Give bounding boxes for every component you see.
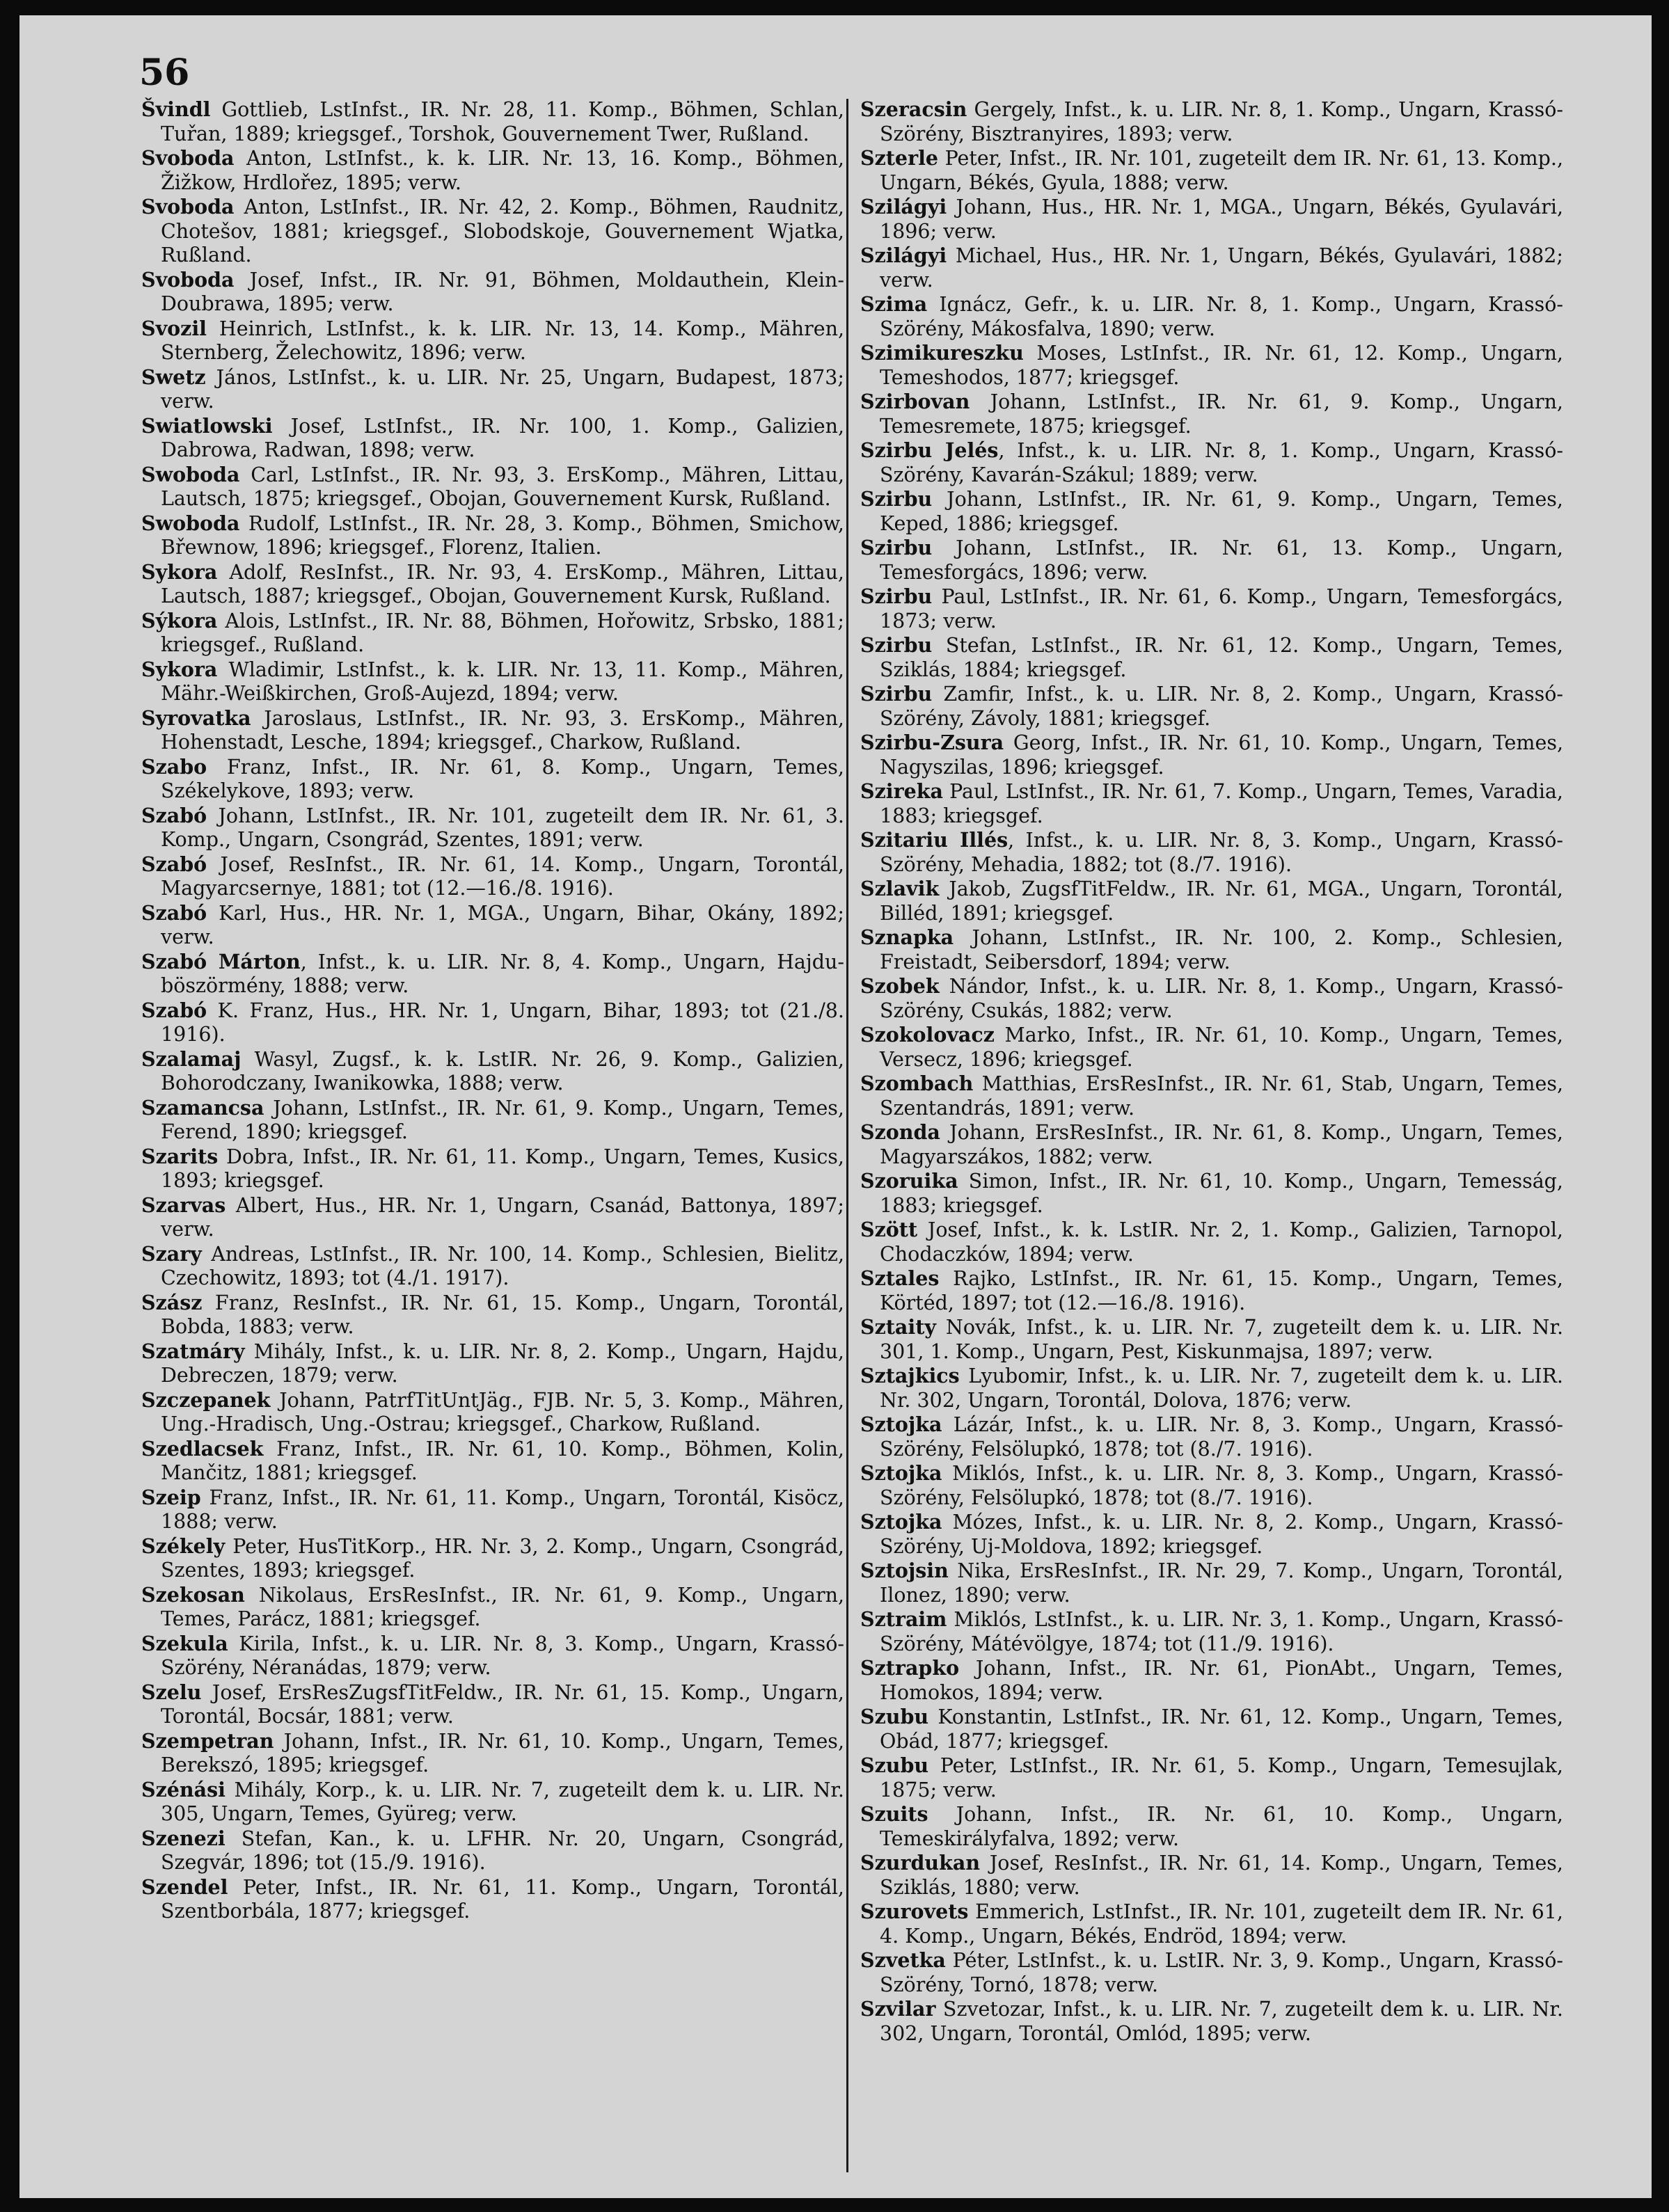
register-entry (860, 633, 1563, 682)
entry-details: Gottlieb, LstInfst., IR. Nr. 28, 11. Komp., Böhmen, Schlan, Tuřan, 1889; kriegsgef., Torshok, Gouvernement Twer, Rußland. (161, 98, 844, 145)
entry-details: Georg, Infst., IR. Nr. 61, 10. Komp., Ungarn, Temes, Nagyszilas, 1896; kriegsgef. (880, 731, 1563, 779)
register-entry (141, 1534, 844, 1583)
register-entry (141, 1778, 844, 1827)
entry-details: Franz, ResInfst., IR. Nr. 61, 15. Komp., Ungarn, Torontál, Bobda, 1883; verw. (161, 1291, 844, 1338)
register-entry (141, 1729, 844, 1778)
column-divider (846, 99, 848, 2172)
entry-surname: Szirbovan (860, 390, 970, 413)
entry-details: Konstantin, LstInfst., IR. Nr. 61, 12. Komp., Ungarn, Temes, Obád, 1877; kriegsgef. (880, 1705, 1563, 1753)
entry-surname: Szterle (860, 146, 939, 170)
register-entry (860, 1656, 1563, 1705)
entry-surname: Szilágyi (860, 195, 947, 218)
register-entry (860, 584, 1563, 633)
entry-details: Johann, LstInfst., IR. Nr. 100, 2. Komp., Schlesien, Freistadt, Seibersdorf, 1894; verw. (880, 926, 1563, 973)
entry-surname: Szary (141, 1241, 202, 1266)
register-entry (141, 1096, 844, 1145)
entry-details: Johann, LstInfst., IR. Nr. 101, zugeteilt dem IR. Nr. 61, 3. Komp., Ungarn, Csongrád, Szentes, 1891; verw. (161, 804, 844, 851)
document-page (19, 15, 1652, 2198)
register-entry (141, 463, 844, 511)
register-entry (141, 1291, 844, 1339)
register-entry (141, 1583, 844, 1632)
entry-surname: Szamancsa (141, 1095, 264, 1120)
entry-surname: Szurovets (860, 1900, 969, 1923)
register-entry (860, 292, 1563, 341)
entry-surname: Sztaity (860, 1315, 936, 1339)
entry-surname: Szász (141, 1290, 203, 1314)
register-entry (141, 1242, 844, 1291)
register-entry (860, 1120, 1563, 1169)
entry-surname: Švindl (141, 97, 211, 121)
entry-details: , Infst., k. u. LIR. Nr. 8, 4. Komp., Ungarn, Hajdu-böszörmény, 1888; verw. (161, 950, 844, 997)
entry-surname: Sykora (141, 657, 218, 681)
entry-details: Rudolf, LstInfst., IR. Nr. 28, 3. Komp., Böhmen, Smichow, Břewnow, 1896; kriegsgef., Florenz, Italien. (161, 511, 844, 559)
entry-details: Peter, Infst., IR. Nr. 101, zugeteilt dem IR. Nr. 61, 13. Komp., Ungarn, Békés, Gyula, 1888; verw. (880, 147, 1563, 194)
entry-details: Josef, ResInfst., IR. Nr. 61, 14. Komp., Ungarn, Torontál, Magyarcsernye, 1881; tot (12.—16./8. 1916). (161, 852, 844, 900)
register-entry (860, 195, 1563, 244)
entry-surname: Szirbu (860, 682, 933, 706)
entry-details: Adolf, ResInfst., IR. Nr. 93, 4. ErsKomp., Mähren, Littau, Lautsch, 1887; kriegsgef., Obojan, Gouvernement Kursk, Rußland. (161, 560, 844, 607)
entry-surname: Székely (141, 1534, 226, 1558)
entry-surname: Szekosan (141, 1582, 245, 1607)
entry-surname: Sztojsin (860, 1559, 949, 1582)
register-entry (860, 1753, 1563, 1802)
entry-details: Johann, PatrfTitUntJäg., FJB. Nr. 5, 3. Komp., Mähren, Ung.-Hradisch, Ung.-Ostrau; kriegsgef., Charkow, Rußland. (161, 1388, 844, 1435)
entry-surname: Szilágyi (860, 244, 947, 267)
register-entry (860, 1072, 1563, 1120)
register-entry (860, 1948, 1563, 1997)
entry-details: Mózes, Infst., k. u. LIR. Nr. 8, 2. Komp., Ungarn, Krassó-Szörény, Uj-Moldova, 1892; kriegsgef. (880, 1511, 1563, 1558)
entry-surname: Szabó (141, 998, 207, 1022)
register-entry (860, 877, 1563, 925)
entry-surname: Swiatlowski (141, 413, 273, 438)
entry-details: Péter, LstInfst., k. u. LstIR. Nr. 3, 9. Komp., Ungarn, Krassó-Szörény, Tornó, 1878; verw. (880, 1949, 1563, 1996)
entry-surname: Szabó Márton (141, 949, 301, 973)
entry-surname: Szabo (141, 754, 207, 779)
entry-surname: Swoboda (141, 511, 240, 535)
register-entry (860, 487, 1563, 536)
entry-details: Stefan, LstInfst., IR. Nr. 61, 12. Komp., Ungarn, Temes, Sziklás, 1884; kriegsgef. (880, 634, 1563, 681)
entry-surname: Szima (860, 292, 928, 316)
entry-surname: Szelu (141, 1680, 202, 1704)
register-entry (860, 682, 1563, 731)
register-entry (860, 438, 1563, 487)
register-entry (860, 974, 1563, 1023)
register-entry (860, 1705, 1563, 1753)
register-entry (141, 1875, 844, 1924)
register-entry (860, 779, 1563, 828)
entry-details: Josef, ErsResZugsfTitFeldw., IR. Nr. 61, 15. Komp., Ungarn, Torontál, Bocsár, 1881; verw. (161, 1680, 844, 1728)
entry-surname: Szénási (141, 1777, 226, 1801)
entry-surname: Szarvas (141, 1193, 226, 1217)
entry-surname: Szokolovacz (860, 1023, 995, 1047)
register-entry (141, 950, 844, 998)
entry-details: Johann, LstInfst., IR. Nr. 61, 13. Komp., Ungarn, Temesforgács, 1896; verw. (880, 536, 1563, 584)
left-column (141, 97, 844, 2178)
entry-details: Josef, ResInfst., IR. Nr. 61, 14. Komp., Ungarn, Temes, Sziklás, 1880; verw. (880, 1852, 1563, 1899)
register-entry (141, 901, 844, 950)
entry-details: , Infst., k. u. LIR. Nr. 8, 1. Komp., Ungarn, Krassó-Szörény, Kavarán-Szákul; 1889; verw. (880, 439, 1563, 486)
register-entry (141, 146, 844, 195)
entry-details: Nika, ErsResInfst., IR. Nr. 29, 7. Komp., Ungarn, Torontál, Ilonez, 1890; verw. (880, 1559, 1563, 1607)
entry-surname: Swetz (141, 365, 206, 389)
entry-surname: Szobek (860, 974, 940, 998)
register-entry (860, 97, 1563, 146)
entry-surname: Sztraim (860, 1607, 947, 1631)
register-entry (141, 1339, 844, 1388)
register-entry (860, 731, 1563, 779)
register-entry (141, 852, 844, 901)
entry-details: Dobra, Infst., IR. Nr. 61, 11. Komp., Ungarn, Temes, Kusics, 1893; kriegsgef. (161, 1145, 844, 1192)
register-entry (860, 1315, 1563, 1364)
entry-details: Rajko, LstInfst., IR. Nr. 61, 15. Komp., Ungarn, Temes, Körtéd, 1897; tot (12.—16./8. 1916). (880, 1267, 1563, 1314)
entry-surname: Sztrapko (860, 1656, 960, 1680)
entry-details: Paul, LstInfst., IR. Nr. 61, 6. Komp., Ungarn, Temesforgács, 1873; verw. (880, 585, 1563, 632)
entry-details: Josef, LstInfst., IR. Nr. 100, 1. Komp., Galizien, Dabrowa, Radwan, 1898; verw. (161, 414, 844, 461)
entry-details: Karl, Hus., HR. Nr. 1, MGA., Ungarn, Bihar, Okány, 1892; verw. (161, 901, 844, 948)
register-entry (860, 1023, 1563, 1072)
entry-surname: Szarits (141, 1144, 219, 1168)
entry-details: Marko, Infst., IR. Nr. 61, 10. Komp., Ungarn, Temes, Versecz, 1896; kriegsgef. (880, 1024, 1563, 1071)
entry-surname: Szurdukan (860, 1851, 981, 1875)
entry-details: Josef, Infst., k. k. LstIR. Nr. 2, 1. Komp., Galizien, Tarnopol, Chodaczków, 1894; verw. (880, 1218, 1563, 1266)
entry-details: Szvetozar, Infst., k. u. LIR. Nr. 7, zugeteilt dem k. u. LIR. Nr. 302, Ungarn, Torontál, Omlód, 1895; verw. (880, 1998, 1563, 2045)
entry-surname: Szabó (141, 803, 207, 827)
entry-surname: Szitariu Illés (860, 828, 1008, 852)
register-entry (141, 511, 844, 560)
entry-surname: Szlavik (860, 877, 940, 900)
entry-surname: Szekula (141, 1631, 228, 1655)
register-entry (141, 317, 844, 365)
entry-details: Andreas, LstInfst., IR. Nr. 100, 14. Komp., Schlesien, Bielitz, Czechowitz, 1893; tot (4./1. 1917). (161, 1242, 844, 1289)
entry-details: Novák, Infst., k. u. LIR. Nr. 7, zugeteilt dem k. u. LIR. Nr. 301, 1. Komp., Ungarn, Pest, Kiskunmajsa, 1897; verw. (880, 1316, 1563, 1363)
register-entry (860, 1266, 1563, 1315)
right-column (860, 97, 1563, 2178)
entry-details: Alois, LstInfst., IR. Nr. 88, Böhmen, Hořowitz, Srbsko, 1881; kriegsgef., Rußland. (161, 609, 844, 656)
entry-surname: Szombach (860, 1072, 974, 1095)
entry-surname: Szvetka (860, 1948, 946, 1972)
entry-details: Jakob, ZugsfTitFeldw., IR. Nr. 61, MGA., Ungarn, Torontál, Billéd, 1891; kriegsgef. (880, 877, 1563, 925)
register-entry (860, 1461, 1563, 1510)
entry-details: Peter, Infst., IR. Nr. 61, 11. Komp., Ungarn, Torontál, Szentborbála, 1877; kriegsgef. (161, 1875, 844, 1923)
entry-details: , Infst., k. u. LIR. Nr. 8, 3. Komp., Ungarn, Krassó-Szörény, Mehadia, 1882; tot (8./7. 1916). (880, 829, 1563, 876)
register-entry (141, 365, 844, 414)
entry-details: Emmerich, LstInfst., IR. Nr. 101, zugeteilt dem IR. Nr. 61, 4. Komp., Ungarn, Békés, Endröd, 1894; verw. (880, 1900, 1563, 1948)
page-number: 56 (139, 51, 190, 94)
entry-surname: Sznapka (860, 925, 954, 949)
register-entry (860, 536, 1563, 584)
entry-details: Miklós, Infst., k. u. LIR. Nr. 8, 3. Komp., Ungarn, Krassó-Szörény, Felsölupkó, 1878; tot (8./7. 1916). (880, 1462, 1563, 1509)
entry-surname: Szirbu (860, 633, 933, 657)
register-entry (860, 1559, 1563, 1607)
entry-details: Ignácz, Gefr., k. u. LIR. Nr. 8, 1. Komp., Ungarn, Krassó-Szörény, Mákosfalva, 1890; verw. (880, 293, 1563, 340)
register-entry (141, 706, 844, 755)
entry-surname: Szalamaj (141, 1047, 242, 1071)
entry-surname: Szabó (141, 900, 207, 925)
entry-surname: Szubu (860, 1705, 929, 1728)
register-entry (860, 390, 1563, 438)
entry-details: Simon, Infst., IR. Nr. 61, 10. Komp., Ungarn, Temesság, 1883; kriegsgef. (880, 1170, 1563, 1217)
entry-surname: Szeip (141, 1485, 201, 1509)
register-entry (860, 1607, 1563, 1656)
entry-surname: Szabó (141, 852, 207, 876)
entry-details: Gergely, Infst., k. u. LIR. Nr. 8, 1. Komp., Ungarn, Krassó-Szörény, Bisztranyires, 1893; verw. (880, 98, 1563, 145)
entry-surname: Szczepanek (141, 1387, 271, 1412)
register-entry (860, 146, 1563, 195)
register-entry (141, 1145, 844, 1193)
register-entry (860, 1900, 1563, 1948)
entry-surname: Szvilar (860, 1997, 936, 2021)
entry-details: Zamfir, Infst., k. u. LIR. Nr. 8, 2. Komp., Ungarn, Krassó-Szörény, Závoly, 1881; kriegsgef. (880, 683, 1563, 730)
entry-details: Matthias, ErsResInfst., IR. Nr. 61, Stab, Ungarn, Temes, Szentandrás, 1891; verw. (880, 1072, 1563, 1120)
entry-details: Moses, LstInfst., IR. Nr. 61, 12. Komp., Ungarn, Temeshodos, 1877; kriegsgef. (880, 342, 1563, 389)
entry-details: K. Franz, Hus., HR. Nr. 1, Ungarn, Bihar, 1893; tot (21./8. 1916). (161, 998, 844, 1046)
entry-surname: Szirbu Jelés (860, 438, 999, 462)
entry-surname: Szendel (141, 1875, 228, 1899)
entry-surname: Szirbu (860, 487, 933, 511)
entry-surname: Szempetran (141, 1728, 274, 1753)
entry-surname: Szireka (860, 779, 943, 803)
entry-surname: Szött (860, 1218, 918, 1241)
entry-details: Josef, Infst., IR. Nr. 91, Böhmen, Moldauthein, Klein-Doubrawa, 1895; verw. (161, 268, 844, 315)
entry-details: Jaroslaus, LstInfst., IR. Nr. 93, 3. ErsKomp., Mähren, Hohenstadt, Lesche, 1894; kriegsgef., Charkow, Rußland. (161, 706, 844, 754)
entry-details: Johann, LstInfst., IR. Nr. 61, 9. Komp., Ungarn, Temes, Keped, 1886; kriegsgef. (880, 488, 1563, 535)
register-entry (141, 1388, 844, 1437)
entry-surname: Szirbu (860, 584, 933, 608)
entry-details: Peter, HusTitKorp., HR. Nr. 3, 2. Komp., Ungarn, Csongrád, Szentes, 1893; kriegsgef. (161, 1534, 844, 1582)
entry-surname: Szirbu-Zsura (860, 731, 1004, 754)
entry-details: Carl, LstInfst., IR. Nr. 93, 3. ErsKomp., Mähren, Littau, Lautsch, 1875; kriegsgef., Obojan, Gouvernement Kursk, Rußland. (161, 463, 844, 510)
register-entry (141, 268, 844, 317)
register-entry (141, 804, 844, 852)
entry-details: Anton, LstInfst., IR. Nr. 42, 2. Komp., Böhmen, Raudnitz, Chotešov, 1881; kriegsgef., Slobodskoje, Gouvernement Wjatka, Rußland. (161, 196, 844, 266)
register-entry (141, 1680, 844, 1729)
entry-details: Anton, LstInfst., k. k. LIR. Nr. 13, 16. Komp., Böhmen, Žižkow, Hrdlořez, 1895; verw. (161, 147, 844, 194)
entry-surname: Svoboda (141, 195, 235, 218)
register-entry (141, 560, 844, 609)
entry-details: Nándor, Infst., k. u. LIR. Nr. 8, 1. Komp., Ungarn, Krassó-Szörény, Csukás, 1882; verw. (880, 975, 1563, 1022)
entry-details: Kirila, Infst., k. u. LIR. Nr. 8, 3. Komp., Ungarn, Krassó-Szörény, Néranádas, 1879; verw. (161, 1632, 844, 1679)
register-entry (860, 1218, 1563, 1266)
entry-surname: Svoboda (141, 146, 235, 170)
entry-details: Johann, Infst., IR. Nr. 61, 10. Komp., Ungarn, Temeskirályfalva, 1892; verw. (880, 1803, 1563, 1850)
entry-details: Wladimir, LstInfst., k. k. LIR. Nr. 13, 11. Komp., Mähren, Mähr.-Weißkirchen, Groß-Aujezd, 1894; verw. (161, 658, 844, 705)
entry-details: Nikolaus, ErsResInfst., IR. Nr. 61, 9. Komp., Ungarn, Temes, Parácz, 1881; kriegsgef. (161, 1583, 844, 1630)
register-entry (141, 1193, 844, 1242)
register-entry (141, 658, 844, 706)
register-entry (860, 828, 1563, 877)
entry-details: Johann, Infst., IR. Nr. 61, 10. Komp., Ungarn, Temes, Berekszó, 1895; kriegsgef. (161, 1729, 844, 1776)
register-entry (860, 1997, 1563, 2046)
entry-details: Franz, Infst., IR. Nr. 61, 10. Komp., Böhmen, Kolin, Mančitz, 1881; kriegsgef. (161, 1437, 844, 1484)
register-entry (860, 1413, 1563, 1461)
entry-details: Johann, ErsResInfst., IR. Nr. 61, 8. Komp., Ungarn, Temes, Magyarszákos, 1882; verw. (880, 1121, 1563, 1168)
entry-details: Mihály, Korp., k. u. LIR. Nr. 7, zugeteilt dem k. u. LIR. Nr. 305, Ungarn, Temes, Gyüreg; verw. (161, 1778, 844, 1825)
entry-surname: Svoboda (141, 267, 235, 292)
register-entry (860, 341, 1563, 390)
register-entry (860, 244, 1563, 292)
entry-details: Stefan, Kan., k. u. LFHR. Nr. 20, Ungarn, Csongrád, Szegvár, 1896; tot (15./9. 1916). (161, 1827, 844, 1874)
entry-surname: Sykora (141, 559, 218, 584)
entry-surname: Szubu (860, 1753, 929, 1777)
register-entry (141, 414, 844, 463)
entry-surname: Sztojka (860, 1461, 942, 1485)
register-entry (860, 1802, 1563, 1851)
entry-surname: Szuits (860, 1802, 928, 1826)
entry-details: Heinrich, LstInfst., k. k. LIR. Nr. 13, 14. Komp., Mähren, Sternberg, Želechowitz, 1896; verw. (161, 317, 844, 364)
entry-details: Lázár, Infst., k. u. LIR. Nr. 8, 3. Komp., Ungarn, Krassó-Szörény, Felsölupkó, 1878; tot (8./7. 1916). (880, 1413, 1563, 1461)
register-entry (141, 1437, 844, 1486)
register-entry (141, 1047, 844, 1096)
entry-surname: Szedlacsek (141, 1436, 264, 1461)
register-entry (141, 609, 844, 658)
register-entry (860, 1851, 1563, 1900)
entry-surname: Sztales (860, 1266, 940, 1290)
entry-surname: Szeracsin (860, 97, 967, 121)
entry-details: Mihály, Infst., k. u. LIR. Nr. 8, 2. Komp., Ungarn, Hajdu, Debreczen, 1879; verw. (161, 1339, 844, 1387)
entry-details: Johann, LstInfst., IR. Nr. 61, 9. Komp., Ungarn, Temesremete, 1875; kriegsgef. (880, 390, 1563, 438)
register-entry (141, 1632, 844, 1680)
register-entry (141, 1827, 844, 1875)
entry-details: Franz, Infst., IR. Nr. 61, 8. Komp., Ungarn, Temes, Székelykove, 1893; verw. (161, 755, 844, 802)
entry-details: Peter, LstInfst., IR. Nr. 61, 5. Komp., Ungarn, Temesujlak, 1875; verw. (880, 1754, 1563, 1801)
entry-details: Johann, Hus., HR. Nr. 1, MGA., Ungarn, Békés, Gyulavári, 1896; verw. (880, 196, 1563, 243)
register-entry (860, 925, 1563, 974)
register-entry (141, 998, 844, 1047)
entry-surname: Szirbu (860, 536, 933, 559)
entry-surname: Szenezi (141, 1826, 226, 1850)
entry-surname: Sztojka (860, 1413, 942, 1436)
register-entry (141, 195, 844, 268)
entry-details: Johann, LstInfst., IR. Nr. 61, 9. Komp., Ungarn, Temes, Ferend, 1890; kriegsgef. (161, 1096, 844, 1143)
entry-details: Franz, Infst., IR. Nr. 61, 11. Komp., Ungarn, Torontál, Kisöcz, 1888; verw. (161, 1486, 844, 1533)
entry-surname: Sztajkics (860, 1364, 960, 1387)
entry-surname: Szoruika (860, 1169, 958, 1193)
entry-surname: Svozil (141, 316, 207, 340)
entry-surname: Szimikureszku (860, 341, 1024, 365)
entry-details: Paul, LstInfst., IR. Nr. 61, 7. Komp., Ungarn, Temes, Varadia, 1883; kriegsgef. (880, 780, 1563, 827)
register-entry (141, 755, 844, 804)
entry-details: Albert, Hus., HR. Nr. 1, Ungarn, Csanád, Battonya, 1897; verw. (161, 1193, 844, 1241)
register-entry (141, 1486, 844, 1534)
entry-surname: Szonda (860, 1120, 940, 1144)
register-entry (860, 1510, 1563, 1559)
entry-details: Wasyl, Zugsf., k. k. LstIR. Nr. 26, 9. Komp., Galizien, Bohorodczany, Iwanikowka, 1888; verw. (161, 1047, 844, 1095)
entry-details: Lyubomir, Infst., k. u. LIR. Nr. 7, zugeteilt dem k. u. LIR. Nr. 302, Ungarn, Torontál, Dolova, 1876; verw. (880, 1364, 1563, 1412)
register-entry (860, 1169, 1563, 1218)
entry-details: Johann, Infst., IR. Nr. 61, PionAbt., Ungarn, Temes, Homokos, 1894; verw. (880, 1657, 1563, 1704)
entry-surname: Sýkora (141, 608, 218, 632)
entry-surname: Sztojka (860, 1510, 942, 1534)
entry-surname: Syrovatka (141, 706, 251, 730)
entry-details: János, LstInfst., k. u. LIR. Nr. 25, Ungarn, Budapest, 1873; verw. (161, 365, 844, 413)
register-entry (141, 97, 844, 146)
entry-surname: Szatmáry (141, 1339, 245, 1363)
entry-details: Michael, Hus., HR. Nr. 1, Ungarn, Békés, Gyulavári, 1882; verw. (880, 244, 1563, 292)
register-entry (860, 1364, 1563, 1413)
entry-details: Miklós, LstInfst., k. u. LIR. Nr. 3, 1. Komp., Ungarn, Krassó-Szörény, Mátévölgye, 1874; tot (11./9. 1916). (880, 1608, 1563, 1655)
entry-surname: Swoboda (141, 462, 240, 486)
